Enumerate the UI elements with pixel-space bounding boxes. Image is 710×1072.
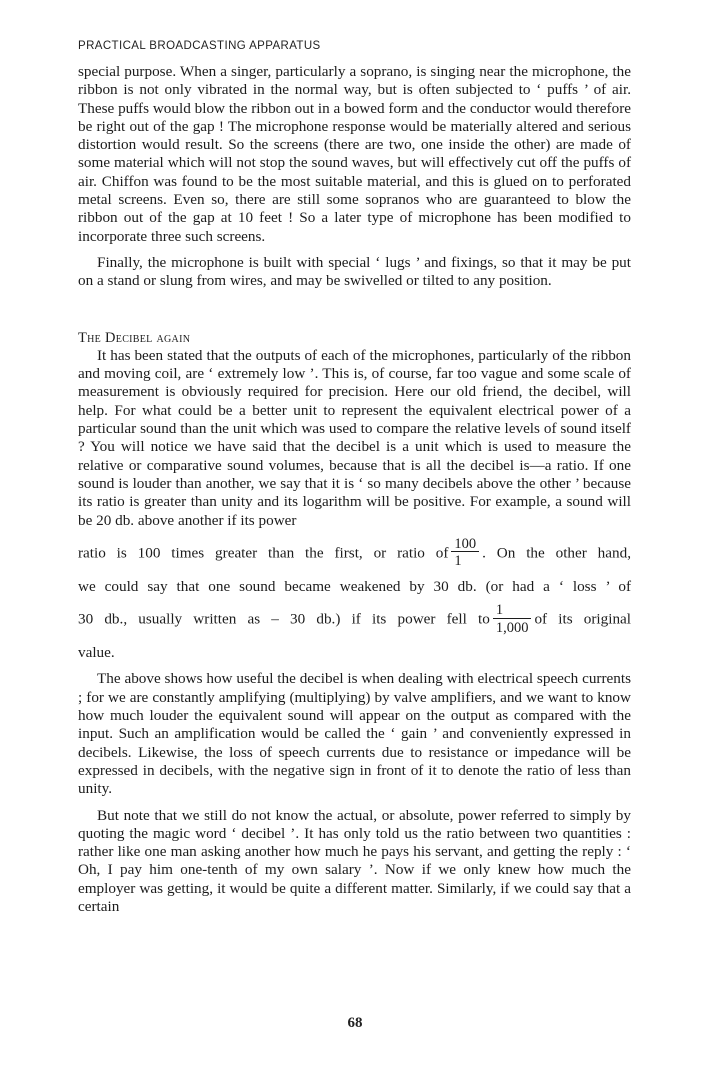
fraction-line-2: [78, 604, 631, 636]
section-heading: The Decibel again: [78, 329, 191, 346]
fraction-100-over-1: [451, 537, 479, 569]
fraction-1-numerator: 100: [451, 537, 479, 553]
paragraph-loss-line: we could say that one sound became weakened by 30 db. (or had a ‘ loss ’ of: [78, 577, 631, 595]
fraction-line-1: [78, 535, 631, 570]
paragraph-absolute-power: But note that we still do not know the actual, or absolute, power referred to simply by quoting the magic word ‘ decibel ’. It has only told us the ratio between two quantities : rather like one man asking another how much he pays his servant, and getting the reply : ‘ Oh, I pay him one-tenth of my own salary ’. Now if we only knew how much the employer was getting, it would be quite a different matter. Similarly, if we could say that a certain: [78, 806, 631, 915]
paragraph-gain-loss: The above shows how useful the decibel is when dealing with electrical speech currents ; for we are constantly amplifying (multiplying) by valve amplifiers, and we want to know how much louder the equivalent sound will appear on the output as compared with the input. Such an amplification would be called the ‘ gain ’ and conveniently expressed in decibels. Likewise, the loss of speech currents due to resistance or impedance will be expressed in decibels, with the negative sign in front of it to denote the ratio of less than unity.: [78, 670, 631, 798]
fraction-2-numerator: 1: [493, 603, 532, 619]
fraction-1-denominator: 1: [454, 553, 462, 570]
fraction-2-lead-text: 30 db., usually written as – 30 db.) if its power fell to: [78, 610, 490, 628]
fraction-2-trail-text: of its original: [534, 610, 632, 628]
page-number: 68: [347, 1015, 363, 1031]
fraction-1-trail-text: . On the other hand,: [482, 544, 631, 562]
paragraph-decibel-intro: It has been stated that the outputs of each of the microphones, particularly of the ribbon and moving coil, are ‘ extremely low ’. This is, of course, far too vague and some scale of measurement is obviously required for precision. Here our old friend, the decibel, will help. For what could be a better unit to represent the equivalent electrical power of a particular sound than the unit which was used to compare the relative levels of sound itself ? You will notice we have said that the decibel is a unit which is used to measure the relative or comparative sound volumes, because that is all the decibel is—a ratio. If one sound is louder than another, we say that it is ‘ so many decibels above the other ’ because its ratio is greater than unity and its logarithm will be positive. For example, a sound will be 20 db. above another if its power: [78, 346, 631, 529]
paragraph-microphone-fixings: Finally, the microphone is built with special ‘ lugs ’ and fixings, so that it may be put on a stand or slung from wires, and may be swivelled or tilted to any position.: [78, 253, 631, 290]
fraction-1-lead-text: ratio is 100 times greater than the first, or ratio of: [78, 544, 449, 562]
fraction-2-denominator: 1,000: [495, 619, 529, 636]
running-head: PRACTICAL BROADCASTING APPARATUS: [78, 40, 321, 52]
paragraph-continued: special purpose. When a singer, particularly a soprano, is singing near the microphone, the ribbon is not only vibrated in the normal way, but is often subjected to ‘ puffs ’ of air. These puffs would blow the ribbon out in a bowed form and the conductor would therefore be right out of the gap ! The microphone response would be materially altered and serious distortion would result. So the screens (there are two, one inside the other) are made of some material which will not stop the sound waves, but will effectively cut off the puffs of air. Chiffon was found to be the most suitable material, and this is glued on to perforated metal screens. Even so, there are still some sopranos who are guaranteed to blow the ribbon out of the gap at 10 feet ! So a later type of microphone has been modified to incorporate three such screens.: [78, 63, 631, 245]
fraction-1-over-1000: [493, 603, 532, 635]
paragraph-value-end: value.: [78, 644, 115, 662]
body-text: [78, 63, 631, 916]
